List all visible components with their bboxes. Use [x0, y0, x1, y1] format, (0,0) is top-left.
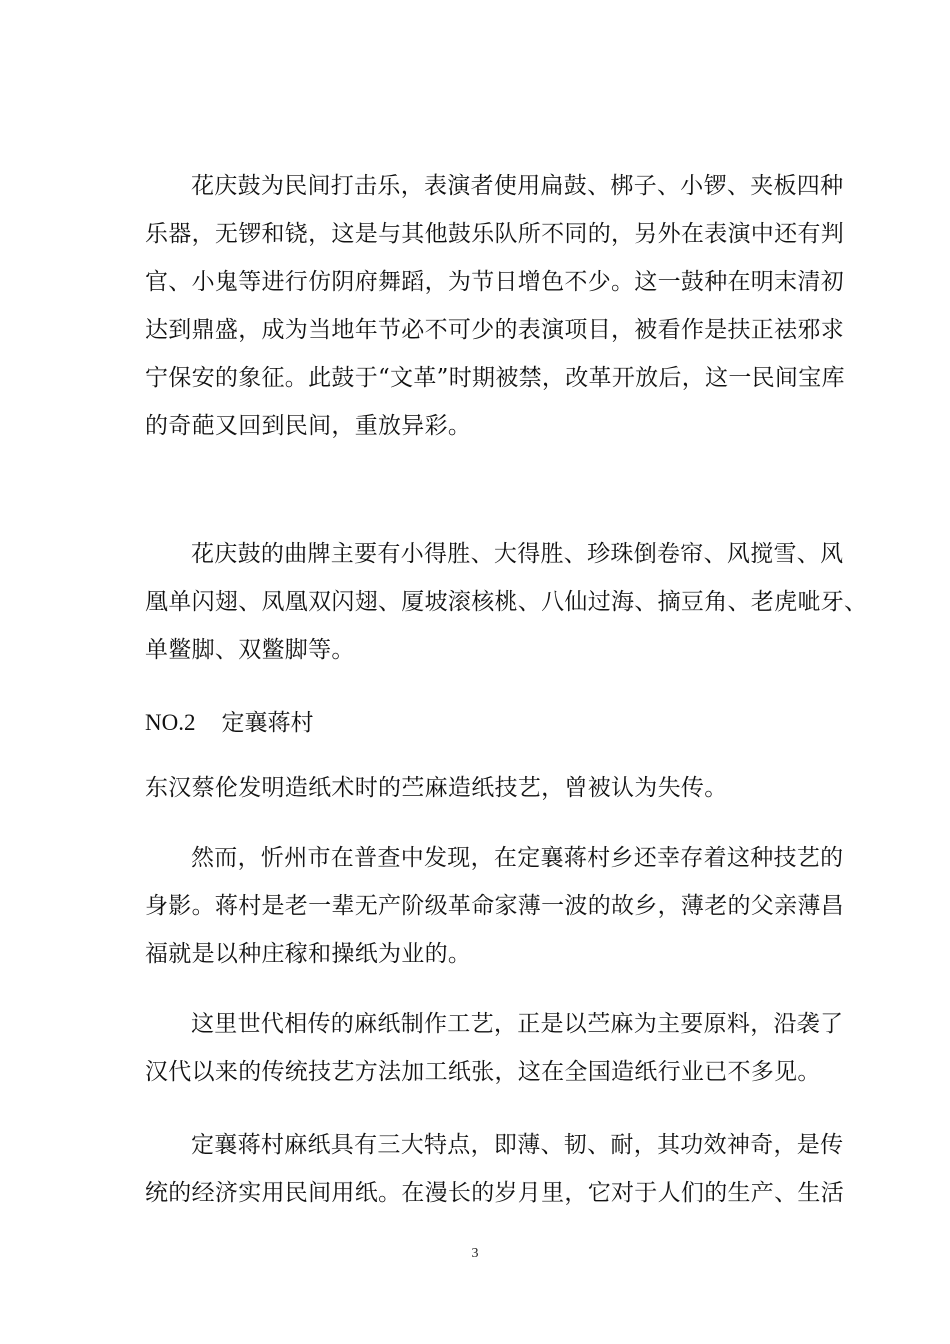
- paragraph-paper-craft: [145, 1000, 844, 1096]
- paragraph-drum-tunes: [145, 530, 868, 674]
- paragraph-line: 达到鼎盛，成为当地年节必不可少的表演项目，被看作是扶正祛邪求: [145, 317, 844, 343]
- paragraph-line: 凰单闪翅、凤凰双闪翅、厦坡滚核桃、八仙过海、摘豆角、老虎呲牙、: [145, 589, 868, 615]
- paragraph-line: 身影。蒋村是老一辈无产阶级革命家薄一波的故乡，薄老的父亲薄昌: [145, 893, 844, 919]
- paragraph-line: 福就是以种庄稼和操纸为业的。: [145, 941, 472, 967]
- section-number: NO.2: [145, 710, 196, 735]
- paragraph-line: 宁保安的象征。此鼓于“文革”时期被禁，改革开放后，这一民间宝库: [145, 365, 845, 391]
- page-number: 3: [471, 1246, 479, 1261]
- paragraph-ramie-paper-lost: [145, 764, 817, 812]
- paragraph-line: 这里世代相传的麻纸制作工艺，正是以苎麻为主要原料，沿袭了: [191, 1011, 844, 1037]
- paragraph-line: 东汉蔡伦发明造纸术时的苎麻造纸技艺，曾被认为失传。: [145, 775, 728, 801]
- section-title: 定襄蒋村: [221, 710, 314, 736]
- paragraph-line: 的奇葩又回到民间，重放异彩。: [145, 413, 472, 439]
- paragraph-line: 单鳖脚、双鳖脚等。: [145, 637, 355, 663]
- paragraph-line: 然而，忻州市在普查中发现，在定襄蒋村乡还幸存着这种技艺的: [191, 845, 844, 871]
- section-heading: [145, 699, 817, 747]
- paragraph-paper-features: [145, 1121, 844, 1217]
- paragraph-jiangcun-discovery: [145, 834, 844, 978]
- paragraph-line: 乐器，无锣和铙，这是与其他鼓乐队所不同的，另外在表演中还有判: [145, 221, 844, 247]
- paragraph-line: 花庆鼓的曲牌主要有小得胜、大得胜、珍珠倒卷帘、风搅雪、风: [191, 541, 844, 567]
- paragraph-line: 汉代以来的传统技艺方法加工纸张，这在全国造纸行业已不多见。: [145, 1059, 821, 1085]
- paragraph-line: 统的经济实用民间用纸。在漫长的岁月里，它对于人们的生产、生活: [145, 1180, 844, 1206]
- paragraph-huaqing-drum-intro: [145, 162, 845, 450]
- paragraph-line: 花庆鼓为民间打击乐，表演者使用扁鼓、梆子、小锣、夹板四种: [191, 173, 844, 199]
- paragraph-line: 定襄蒋村麻纸具有三大特点，即薄、韧、耐，其功效神奇，是传: [191, 1132, 844, 1158]
- paragraph-line: 官、小鬼等进行仿阴府舞蹈，为节日增色不少。这一鼓种在明末清初: [145, 269, 844, 295]
